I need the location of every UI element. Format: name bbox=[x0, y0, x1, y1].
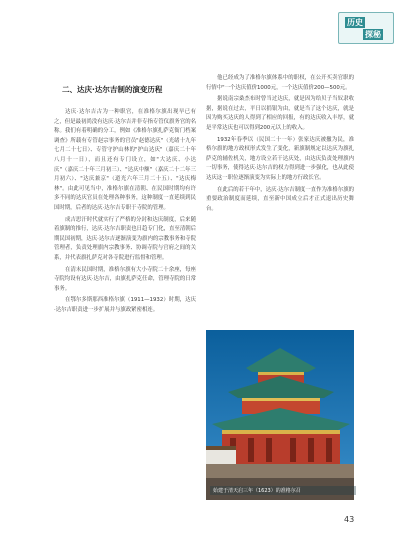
left-paragraph-3: 在清末民国时期，准格尔旗有大小寺院二十余座，每座寺院均设有达庆·达尔吉，由旗扎萨克任命，管理寺院的日常事务。 bbox=[54, 266, 196, 292]
section-heading: 二、达庆·达尔吉制的演变历程 bbox=[62, 85, 163, 94]
right-paragraph-3: 1932年春季以（民国二十一年）张家达庆被撤为民，准格尔旗的地方政权形式发生了变化，新旗制规定以达庆为旗扎萨克的辅佐机关，地方设立若干达庆处，由达庆负责处理旗内一切事务，使得达庆·达尔吉的权力得到进一步强化，也从此使达庆这一职位逐渐演变为实际上的地方行政长官。 bbox=[206, 136, 354, 181]
section-tag bbox=[338, 12, 394, 44]
right-paragraph-1: 他已经成为了准格尔旗体系中的职权，在公开买卖官职的行情中"一个达庆值价1000元，一个达庆值价200—500元。 bbox=[206, 75, 354, 91]
temple-photo bbox=[206, 330, 354, 500]
right-paragraph-2: 据说南宗桑杰布时曾当过达庆，就是因为给贝子当奴隶收据，据说在过去，平日以捐银为由，就是当了这个达庆，就是因为购买达庆的人得到了相应的回报，有的达庆收入丰厚，就是平常达庆也可以得到200元以上的收入。 bbox=[206, 96, 354, 131]
right-column bbox=[206, 74, 354, 216]
tag-line-2: 探秘 bbox=[365, 30, 381, 39]
left-paragraph-2: 成吉思汗时代就实行了严格的分封和达庆制度，后来随着旗制的推行，达庆·达尔吉职责也日趋专门化，直至清朝后期民国初期，达庆·达尔吉逐渐演变为旗内的宗教事务和寺院管理者，负责处理旗内宗教事务、协调寺院与官府之间的关系，并代表旗扎萨克对各寺院进行监督和管理。 bbox=[54, 216, 196, 261]
right-paragraph-4: 在此后的若干年中，达庆·达尔吉制度一直作为准格尔旗的重要政治制度而延续，直至新中国成立后才正式退出历史舞台。 bbox=[206, 186, 354, 212]
tag-line-1: 历史 bbox=[347, 18, 363, 27]
photo-caption: 始建于清天启三年（1623）的准格尔召 bbox=[210, 486, 356, 495]
left-paragraph-1: 达庆·达尔吉古为一种职官，在准格尔旗出现早已有之，但是最初尚没有达庆·达尔吉并非专指专管仪旗务官的名称。我们有着明确的分工，例如《准格尔旗扎萨克衙门档案调查》所载有专管赵宗事务的官员"赵德达庆"（光绪十九年七月二十七日）、专管守护山林的"护山达庆"（嘉庆二十年八月十一日），而且还有专门设立，如"大达庆、小达庆"（嘉庆二十年三月初三）、"达庆中额"（嘉庆二十二年三月初六）、"达庆兼京"（道光六年三月二十五）、"达庆梅林"。由此可见当中，准格尔旗在清朝、在民国时期均有许多不同的达庆官员在处理各种事务，这种制度一直延续到民国时期，后者的达庆·达尔吉专职于寺院的管理。 bbox=[54, 109, 196, 211]
left-column bbox=[54, 108, 196, 317]
left-paragraph-4: 在鄂尔多斯那西准格尔旗（1911—1932）时期，达庆·达尔吉职责进一步扩展并与旗政紧密相连。 bbox=[54, 297, 196, 313]
page-number: 43 bbox=[344, 515, 355, 524]
